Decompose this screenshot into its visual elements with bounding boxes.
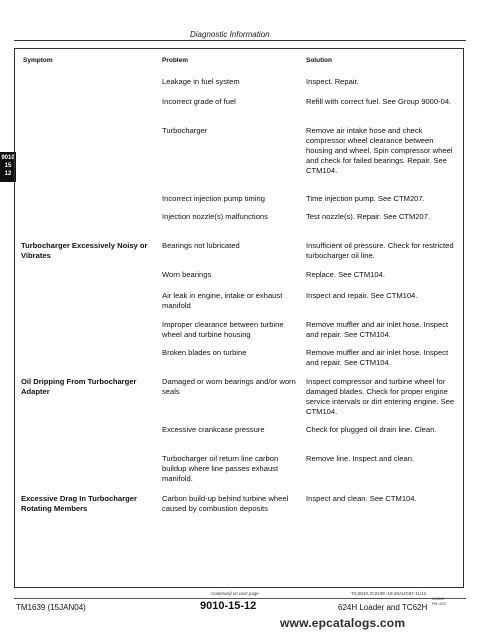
symptom-cell: Turbocharger Excessively Noisy or Vibrates — [21, 241, 148, 260]
section-tab-line2: 15 — [4, 163, 12, 169]
print-code — [432, 597, 446, 607]
solution-cell: Replace. See CTM104. — [306, 270, 385, 279]
problem-cell: Incorrect injection pump timing — [162, 194, 265, 203]
document-reference: TX,9010,JC2139 -19-20AUG97-11/12 — [351, 591, 427, 596]
problem-cell: Worn bearings — [162, 270, 212, 279]
solution-cell: Inspect. Repair. — [306, 77, 359, 86]
problem-cell: Damaged or worn bearings and/or worn seals — [162, 377, 296, 396]
solution-cell: Remove muffler and air inlet hose. Inspect and repair. See CTM104. — [306, 320, 449, 339]
problem-cell: Air leak in engine, intake or exhaust manifold — [162, 291, 283, 310]
problem-cell: Leakage in fuel system — [162, 77, 240, 86]
print-code-line1: 011504 — [432, 597, 445, 601]
page-title: Diagnostic Information — [190, 30, 270, 39]
solution-cell: Time injection pump. See CTM207. — [306, 194, 425, 203]
solution-cell: Inspect compressor and turbine wheel for damaged blades. Check for proper engine service intervals or dirt entering engine. See CTM104. — [306, 377, 455, 416]
solution-cell: Insufficient oil pressure. Check for restricted turbocharger oil line. — [306, 241, 454, 260]
watermark: www.epcatalogs.com — [280, 616, 406, 630]
print-code-line2: PN=322 — [432, 602, 446, 606]
footer-divider — [14, 598, 466, 599]
symptom-cell: Excessive Drag In Turbocharger Rotating Members — [21, 494, 137, 513]
problem-cell: Turbocharger oil return line carbon buildup where line passes exhaust manifold. — [162, 454, 279, 483]
solution-cell: Check for plugged oil drain line. Clean. — [306, 425, 437, 434]
diagnostic-table — [14, 48, 464, 588]
solution-cell: Refill with correct fuel. See Group 9000-04. — [306, 97, 452, 106]
solution-cell: Remove air intake hose and check compressor wheel clearance between housing and wheel. Spin compressor wheel and check for failed bearings. Repair. See CTM104. — [306, 126, 453, 175]
column-header-solution: Solution — [306, 57, 332, 64]
manual-number: TM1639 (15JAN04) — [16, 603, 86, 612]
problem-cell: Broken blades on turbine — [162, 348, 247, 357]
column-header-symptom: Symptom — [23, 57, 53, 64]
section-tab-line1: 9010 — [1, 155, 15, 161]
problem-cell: Incorrect grade of fuel — [162, 97, 236, 106]
machine-model: 624H Loader and TC62H — [338, 603, 428, 612]
problem-cell: Bearings not lubricated — [162, 241, 240, 250]
solution-cell: Test nozzle(s). Repair. See CTM207. — [306, 212, 431, 221]
problem-cell: Injection nozzle(s) malfunctions — [162, 212, 268, 221]
solution-cell: Remove line. Inspect and clean. — [306, 454, 415, 463]
solution-cell: Remove muffler and air inlet hose. Inspect and repair. See CTM104. — [306, 348, 449, 367]
problem-cell: Carbon build-up behind turbine wheel caused by combustion deposits — [162, 494, 289, 513]
problem-cell: Excessive crankcase pressure — [162, 425, 265, 434]
section-tab-line3: 12 — [4, 171, 12, 177]
problem-cell: Improper clearance between turbine wheel and turbine housing — [162, 320, 284, 339]
solution-cell: Inspect and clean. See CTM104. — [306, 494, 417, 503]
header-divider — [14, 40, 466, 41]
problem-cell: Turbocharger — [162, 126, 208, 135]
solution-cell: Inspect and repair. See CTM104. — [306, 291, 418, 300]
symptom-cell: Oil Dripping From Turbocharger Adapter — [21, 377, 137, 396]
column-header-problem: Problem — [162, 57, 189, 64]
continued-note: Continued on next page — [211, 591, 259, 596]
page-number: 9010-15-12 — [200, 600, 257, 612]
